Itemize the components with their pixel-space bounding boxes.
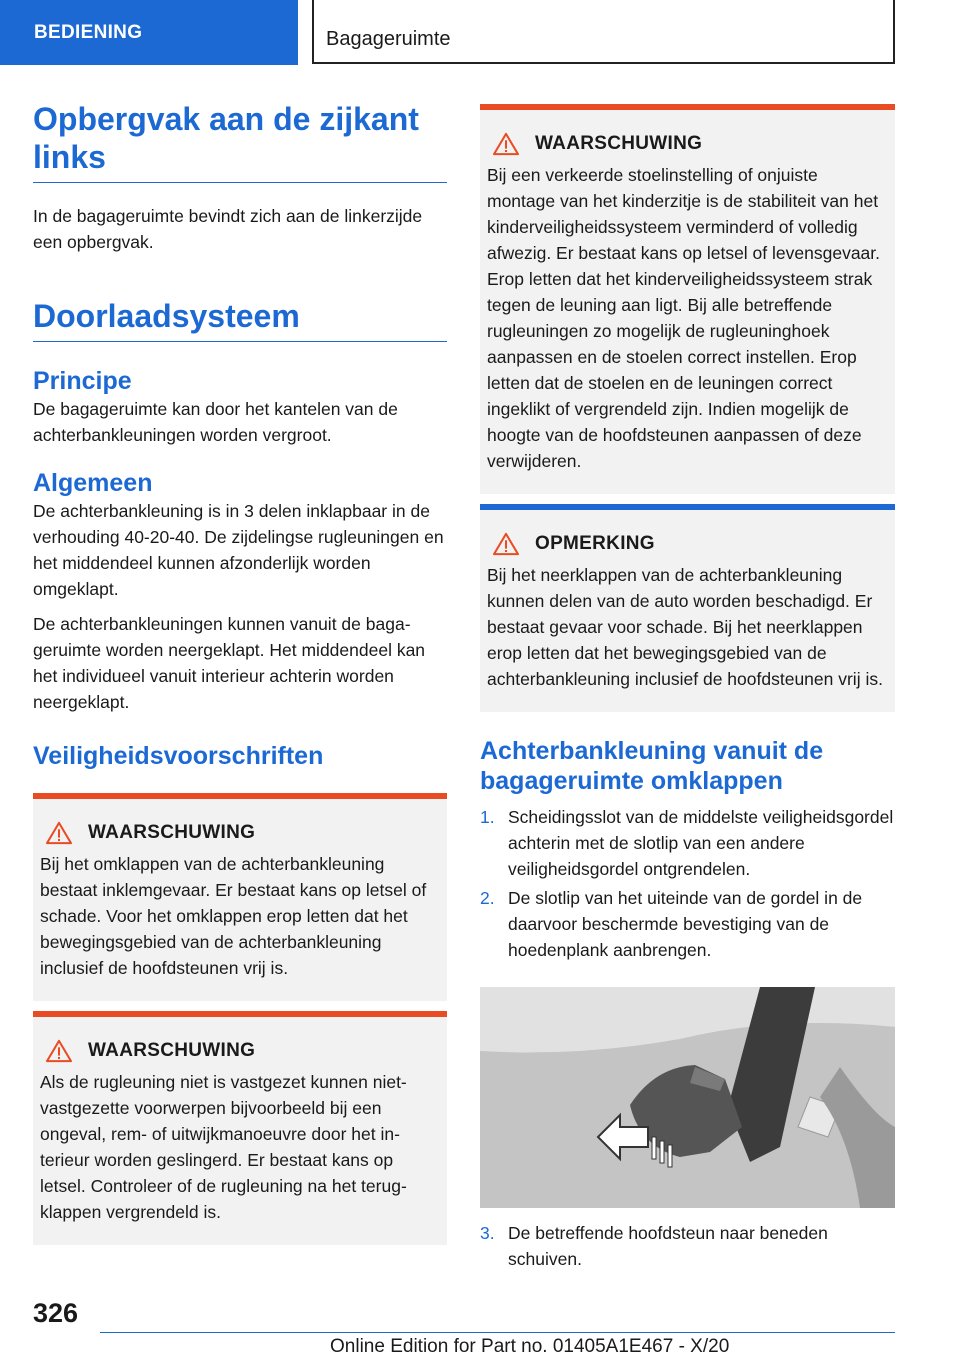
heading-through-loading: Doorlaadsysteem <box>33 297 447 342</box>
chapter-title: Bagageruimte <box>312 0 895 64</box>
warning-triangle-icon <box>44 821 74 845</box>
warning-triangle-icon <box>491 532 521 556</box>
list-item: 2. De slotlip van het uiteinde van de gordel in de daarvoor beschermde bevestiging van de hoedenplank aanbrengen. <box>480 888 863 960</box>
footer-divider <box>100 1332 895 1333</box>
note-box-text: Bij het neerklappen van de achterbankleuning kunnen delen van de auto worden beschadigd. Er bestaat gevaar voor schade. Bij het neerklappen erop letten dat het bewegingsgebied van de achterbankleuning inclusief de hoofdsteunen vrij is. <box>487 565 883 689</box>
warning-box-2 <box>33 1011 447 1245</box>
warning-box-1 <box>33 793 447 1001</box>
heading-general: Algemeen <box>33 469 153 497</box>
heading-safety: Veiligheidsvoorschriften <box>33 742 324 770</box>
left-column <box>33 100 447 1245</box>
warning-box-3-title: WAARSCHUWING <box>487 132 885 156</box>
heading-storage: Opbergvak aan de zijkant links <box>33 100 447 183</box>
warning-triangle-icon <box>44 1039 74 1063</box>
warning-box-3 <box>480 104 895 494</box>
warning-box-3-text: Bij een verkeerde stoelinstelling of onjuiste montage van het kinderzitje is de stabiliteit van het kinderveiligheidssysteem verminderd of volledig afwezig. Er bestaat kans op letsel of levensgevaar. Erop letten dat het kinderveiligheidssysteem strak tegen de leuning aan ligt. Bij alle betreffende rugleuningen zo mogelijk de rugleuninghoek aanpassen en de stoelen correct instellen. Erop letten dat de stoelen en de leuningen correct ingeklikt of vergrendeld zijn. Indien mogelijk de hoogte van de hoofdsteunen aanpassen of deze verwijderen. <box>487 165 881 471</box>
list-item: 1. Scheidingsslot van de middelste veiligheidsgordel achterin met de slotlip van een andere veiligheidsgordel ontgrendelen. <box>480 807 894 879</box>
para-general-2: De achterbankleuningen kunnen vanuit de bagageruimte worden neergeklapt. Het middendeel kan het individueel vanuit interieur achterin worden neergeklapt. <box>33 614 426 712</box>
para-general-1: De achterbankleuning is in 3 delen inklapbaar in de verhouding 40-20-40. De zijdelingse rugleuningen en het middendeel kunnen afzonderlijk worden omgeklapt. <box>33 501 444 599</box>
heading-principle: Principe <box>33 367 132 395</box>
warning-box-1-text: Bij het omklappen van de achterbankleuning bestaat inklemgevaar. Er bestaat kans op letsel of schade. Voor het omklappen erop letten dat het bewegingsgebied van de achterbankleuning inclusief de hoofdsteunen vrij is. <box>40 854 427 978</box>
page-number: 326 <box>33 1298 79 1328</box>
right-column <box>480 104 895 1272</box>
list-item: 3. De betreffende hoofdsteun naar beneden schuiven. <box>480 1223 828 1269</box>
warning-box-1-title: WAARSCHUWING <box>40 821 437 845</box>
edition-note: Online Edition for Part no. 01405A1E467 - X/20 <box>330 1336 730 1357</box>
seatbelt-illustration <box>480 987 895 1208</box>
note-box <box>480 504 895 712</box>
warning-box-2-title: WAARSCHUWING <box>40 1039 437 1063</box>
warning-triangle-icon <box>491 132 521 156</box>
warning-box-2-text: Als de rugleuning niet is vastgezet kunnen niet-vastgezette voorwerpen bijvoorbeeld bij een ongeval, rem- of uitwijkmanoeuvre door het interieur worden geslingerd. Er bestaat kans op letsel. Controleer of de rugleuning na het terugklappen vergrendeld is. <box>40 1072 407 1222</box>
steps-list <box>480 804 895 963</box>
seatbelt-drawing <box>480 987 895 1208</box>
heading-fold-from-trunk: Achterbankleuning vanuit de bagageruimte omklappen <box>480 737 824 795</box>
section-tab: BEDIENING <box>0 0 298 65</box>
para-storage: In de bagageruimte bevindt zich aan de linkerzijde een opbergvak. <box>33 206 423 252</box>
steps-list-continued <box>480 1220 895 1272</box>
para-principle: De bagageruimte kan door het kantelen van de achterbankleuningen worden vergroot. <box>33 399 398 445</box>
note-box-title: OPMERKING <box>487 532 885 556</box>
